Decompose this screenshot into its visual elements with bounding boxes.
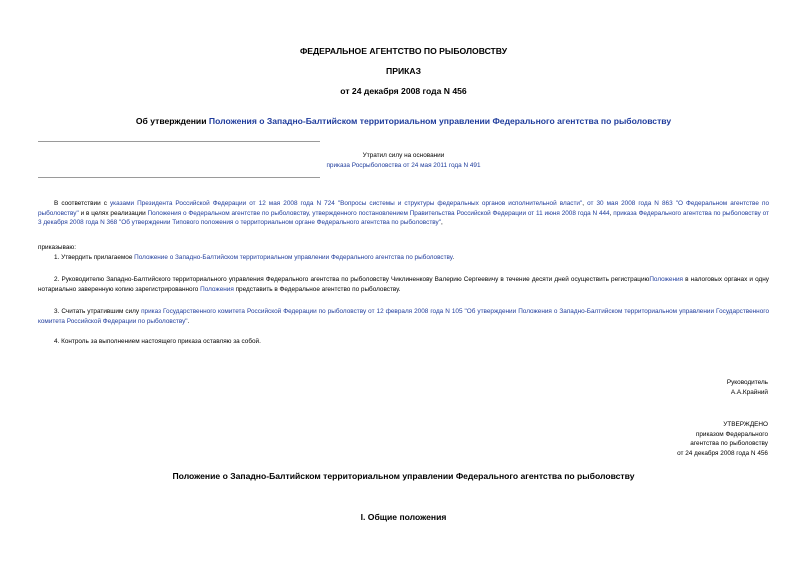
- doc-date-number: от 24 декабря 2008 года N 456: [340, 86, 467, 96]
- item-2-text: 2. Руководителю Западно-Балтийского территориального управления Федерального агентства по рыболовству Чиклиненкову Валерию Сергеевичу в течение десяти дней осуществить регистрацию: [54, 276, 650, 283]
- regulation-444-link[interactable]: Положения о Федеральном агентстве по рыболовству, утвержденного постановлением Правительства Российской Федерации от 11 июня 2008 года N 444: [147, 209, 610, 217]
- item-3-text: 3. Считать утратившим силу: [54, 308, 142, 315]
- item-2-text-3: представить в Федеральное агентство по рыболовству.: [233, 285, 401, 293]
- order-word: приказываю:: [38, 244, 76, 251]
- item-2-regulation-link-1[interactable]: Положения: [649, 276, 684, 283]
- preamble-text-2: ,: [582, 200, 588, 207]
- section-title: I. Общие положения: [360, 512, 447, 522]
- item-3: [38, 307, 769, 326]
- item-3-end: .: [187, 317, 190, 325]
- approval-line-2: приказом Федерального: [695, 430, 768, 438]
- expired-note-line1: Утратил силу на основании: [362, 152, 445, 159]
- item-2: [38, 275, 769, 294]
- approval-line-1: УТВЕРЖДЕНО: [723, 421, 768, 428]
- item-1-regulation-link[interactable]: Положение о Западно-Балтийском территориальном управлении Федерального агентства по рыболовству: [134, 254, 453, 261]
- title-prefix: Об утверждении: [135, 116, 209, 126]
- expired-order-link[interactable]: приказа Росрыболовства от 24 мая 2011 года N 491: [326, 162, 481, 169]
- approval-block: [560, 420, 768, 458]
- preamble-text-1: В соответствии с: [54, 200, 110, 207]
- signature-name: А.А.Крайний: [730, 388, 768, 396]
- title-regulation-link[interactable]: Положения о Западно-Балтийском территориальном управлении Федерального агентства по рыболовству: [208, 116, 672, 126]
- document-title: [0, 116, 807, 126]
- doc-type-heading: ПРИКАЗ: [386, 66, 421, 76]
- signature-block: [600, 378, 768, 397]
- preamble-text-5: ,: [440, 219, 443, 227]
- decree-724-link[interactable]: указами Президента Российской Федерации от 12 мая 2008 года N 724 "Вопросы системы и структуры федеральных органов исполнительной власти": [109, 200, 583, 207]
- approval-line-4: от 24 декабря 2008 года N 456: [677, 449, 768, 457]
- item-2-text-2: в налоговых органах и одну нотариально заверенную копию зарегистрированного: [38, 276, 769, 293]
- item-1-text: 1. Утвердить прилагаемое: [54, 254, 135, 261]
- approval-line-3: агентства по рыболовству: [690, 440, 768, 448]
- order-368-link[interactable]: приказа Федерального агентства по рыболовству от 3 декабря 2008 года N 368 "Об утверждении Типового положения о территориальном органе Федерального агентства по рыболовству": [38, 209, 769, 227]
- agency-heading: ФЕДЕРАЛЬНОЕ АГЕНТСТВО ПО РЫБОЛОВСТВУ: [299, 46, 508, 56]
- item-1-end: .: [452, 254, 455, 261]
- divider-bottom: [38, 177, 320, 178]
- decree-863-link[interactable]: от 30 мая 2008 года N 863 "О Федеральном агентстве по рыболовству": [38, 200, 769, 217]
- signature-position: Руководитель: [726, 379, 768, 386]
- regulation-title: Положение о Западно-Балтийском территориальном управлении Федерального агентства по рыболовству: [172, 471, 635, 481]
- item-2-regulation-link-2[interactable]: Положения: [200, 285, 234, 293]
- item-1: [38, 253, 769, 263]
- preamble-text-4: ,: [609, 209, 614, 217]
- item-3-order-105-link[interactable]: приказ Государственного комитета Российской Федерации по рыболовству от 12 февраля 2008 года N 105 "Об утверждении Положения о Западно-Балтийском территориальном управлении Государственного комитета Российской Федерации по рыболовству": [38, 308, 769, 325]
- preamble-text-3: и в целях реализации: [78, 209, 148, 217]
- preamble-paragraph: [38, 199, 769, 228]
- divider-top: [38, 141, 320, 142]
- item-4: 4. Контроль за выполнением настоящего приказа оставляю за собой.: [54, 338, 261, 345]
